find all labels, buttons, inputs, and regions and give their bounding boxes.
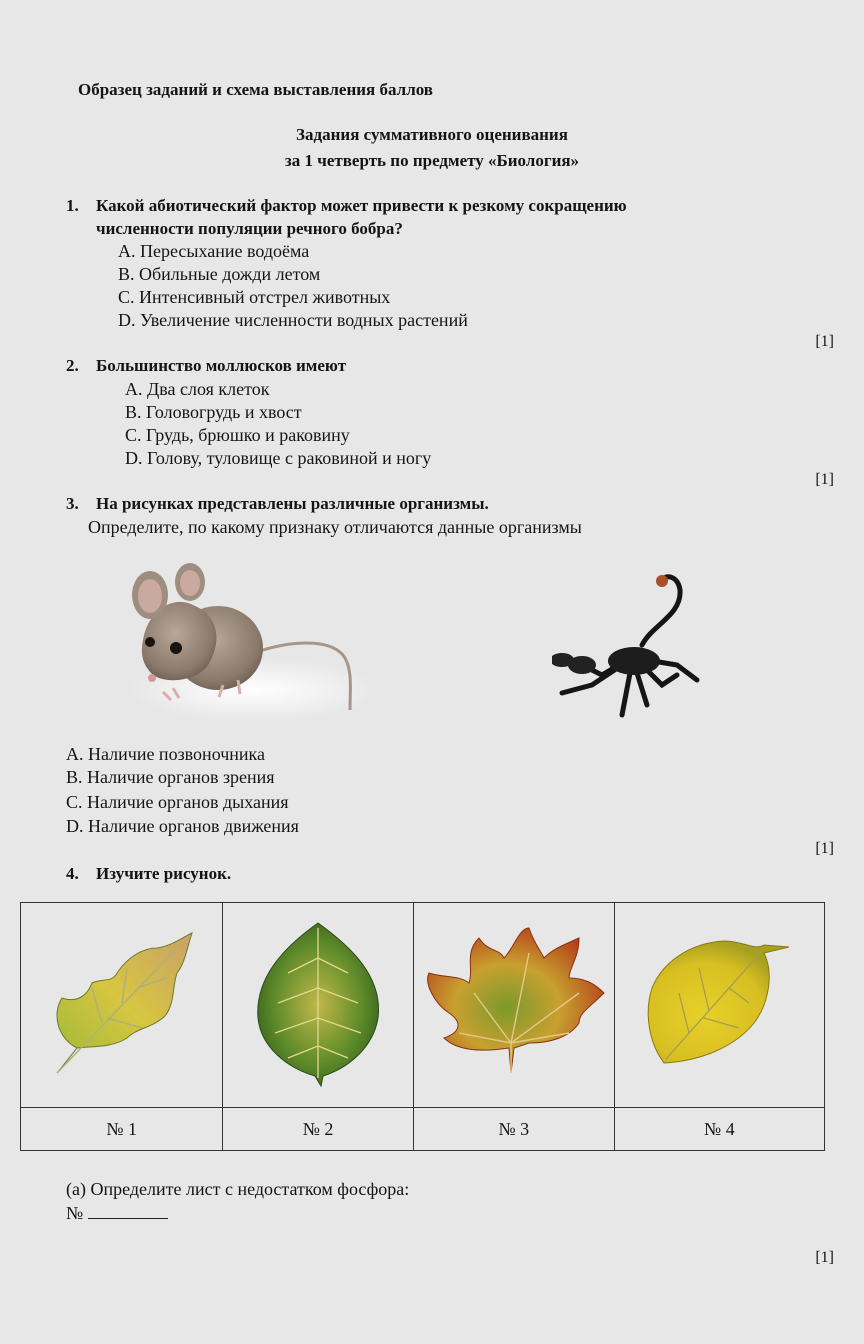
- leaf-cell-1: [21, 903, 223, 1108]
- q1-option-c: C. Интенсивный отстрел животных: [118, 287, 391, 307]
- mouse-image: [128, 560, 378, 720]
- leaf-2-image: [243, 918, 393, 1088]
- scorpion-image: [552, 565, 712, 725]
- answer-prefix: №: [66, 1203, 84, 1223]
- q3-instruction: Определите, по какому признаку отличаются данные организмы: [88, 517, 582, 537]
- q4-task-a: (a) Определите лист с недостатком фосфора:: [66, 1179, 410, 1199]
- leaf-4-image: [644, 933, 794, 1073]
- q1-text-line1: Какой абиотический фактор может привести к резкому сокращению: [96, 196, 627, 215]
- q3-number: 3.: [66, 494, 79, 513]
- q4-mark: [1]: [815, 1249, 834, 1266]
- leaves-table: [20, 902, 825, 1151]
- q1-text-line2: численности популяции речного бобра?: [96, 219, 403, 238]
- document-header: Образец заданий и схема выставления баллов: [78, 80, 433, 99]
- q2-option-c: C. Грудь, брюшко и раковину: [125, 425, 350, 445]
- leaf-label-2: № 2: [223, 1108, 414, 1151]
- q3-option-a: A. Наличие позвоночника: [66, 744, 266, 764]
- q3-option-d: D. Наличие органов движения: [66, 816, 299, 836]
- q1-option-d: D. Увеличение численности водных растений: [118, 310, 468, 330]
- leaf-3-image: [419, 923, 609, 1083]
- q2-number: 2.: [66, 356, 79, 375]
- q4-number: 4.: [66, 864, 79, 883]
- leaf-cell-3: [413, 903, 614, 1108]
- q3-text: На рисунках представлены различные организмы.: [96, 494, 489, 513]
- q2-mark: [1]: [815, 471, 834, 488]
- q1-mark: [1]: [815, 333, 834, 350]
- q2-text: Большинство моллюсков имеют: [96, 356, 347, 375]
- leaf-label-4: № 4: [614, 1108, 824, 1151]
- q3-option-b: B. Наличие органов зрения: [66, 767, 275, 787]
- q3-mark: [1]: [815, 840, 834, 857]
- leaf-cell-4: [614, 903, 824, 1108]
- q2-option-b: B. Головогрудь и хвост: [125, 402, 302, 422]
- q2-option-d: D. Голову, туловище с раковиной и ногу: [125, 448, 432, 468]
- q4-answer-line: [66, 1203, 168, 1224]
- title-line-1: Задания суммативного оценивания: [296, 125, 568, 144]
- leaf-label-3: № 3: [413, 1108, 614, 1151]
- q4-text: Изучите рисунок.: [96, 864, 232, 883]
- leaf-1-image: [47, 928, 197, 1078]
- leaf-label-1: № 1: [21, 1108, 223, 1151]
- answer-blank[interactable]: [88, 1204, 168, 1219]
- q2-option-a: A. Два слоя клеток: [125, 379, 270, 399]
- q1-option-b: B. Обильные дожди летом: [118, 264, 321, 284]
- q3-option-c: C. Наличие органов дыхания: [66, 792, 289, 812]
- q1-option-a: A. Пересыхание водоёма: [118, 241, 310, 261]
- title-line-2: за 1 четверть по предмету «Биология»: [284, 151, 580, 170]
- q1-number: 1.: [66, 196, 79, 215]
- leaf-cell-2: [223, 903, 414, 1108]
